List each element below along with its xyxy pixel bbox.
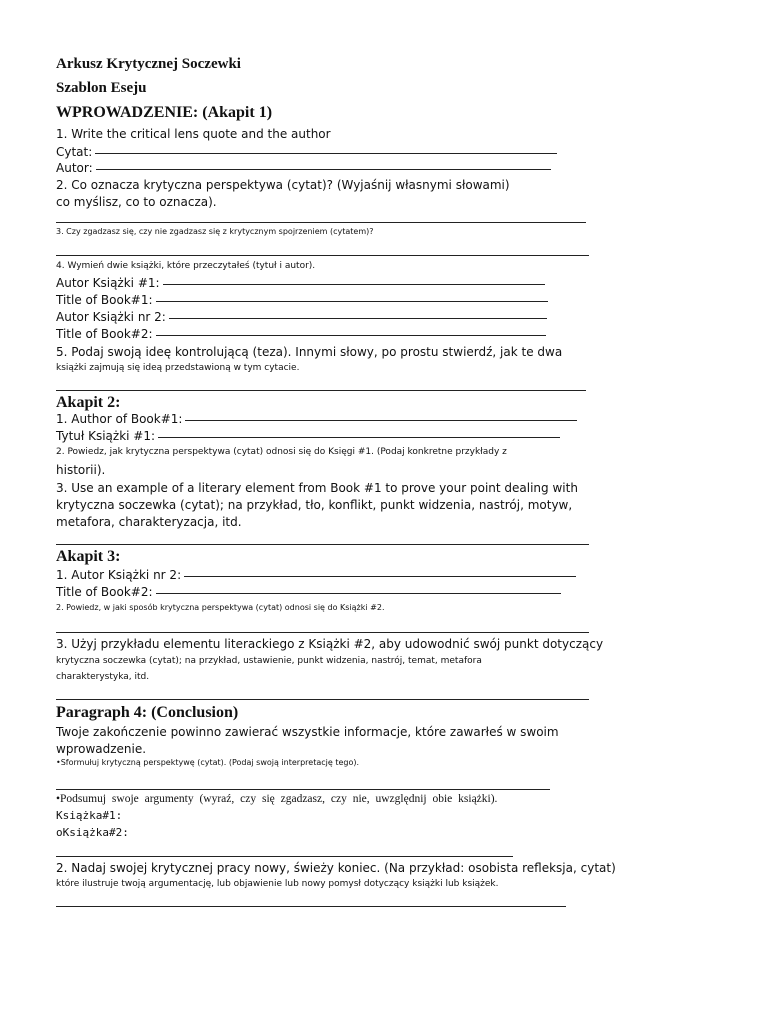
p2-q3-line3: metafora, charakteryzacja, itd.: [56, 515, 242, 529]
autor-blank[interactable]: [96, 169, 551, 170]
worksheet-title: Arkusz Krytycznej Soczewki: [56, 56, 241, 72]
intro-q5-answer-line[interactable]: [56, 390, 586, 391]
p4-book2-answer-line[interactable]: [56, 856, 513, 857]
p2-q2-line1: 2. Powiedz, jak krytyczna perspektywa (cytat) odnosi się do Księgi #1. (Podaj konkretne przykłady z: [56, 447, 507, 457]
intro-q4: 4. Wymień dwie książki, które przeczytałeś (tytuł i autor).: [56, 261, 316, 271]
p2-q3-line2: krytyczna soczewka (cytat); na przykład, tło, konflikt, punkt widzenia, nastrój, motyw,: [56, 498, 573, 512]
p3-q2: 2. Powiedz, w jaki sposób krytyczna perspektywa (cytat) odnosi się do Książki #2.: [56, 603, 385, 612]
p2-title-blank[interactable]: [158, 437, 560, 438]
p3-title-blank[interactable]: [156, 593, 561, 594]
p4-book1: Książka#1:: [56, 809, 123, 822]
p3-title-label: Title of Book#2:: [56, 585, 153, 599]
intro-q5-line1: 5. Podaj swoją ideę kontrolującą (teza). Innymi słowy, po prostu stwierdź, jak te dwa: [56, 345, 563, 359]
p2-title-label: Tytuł Książki #1:: [56, 429, 156, 443]
title2-blank[interactable]: [156, 335, 546, 336]
author1-blank[interactable]: [163, 284, 545, 285]
p2-author-field[interactable]: [56, 412, 577, 426]
p3-q3-line3: charakterystyka, itd.: [56, 672, 150, 682]
author2-field[interactable]: [56, 310, 547, 324]
p4-intro-line2: wprowadzenie.: [56, 742, 147, 756]
p3-q2-answer-line[interactable]: [56, 632, 589, 633]
title1-label: Title of Book#1:: [56, 293, 153, 307]
intro-q1: 1. Write the critical lens quote and the author: [56, 127, 331, 141]
p2-q3-line1: 3. Use an example of a literary element from Book #1 to prove your point dealing with: [56, 481, 578, 495]
p4-heading: Paragraph 4: (Conclusion): [56, 704, 239, 721]
p3-author-blank[interactable]: [184, 576, 576, 577]
p2-author-label: 1. Author of Book#1:: [56, 412, 183, 426]
title1-blank[interactable]: [156, 301, 548, 302]
autor-field[interactable]: [56, 161, 551, 175]
p4-q2-line1: 2. Nadaj swojej krytycznej pracy nowy, świeży koniec. (Na przykład: osobista refleksja, cytat): [56, 861, 616, 875]
title2-field[interactable]: [56, 327, 546, 341]
cytat-field[interactable]: [56, 145, 557, 159]
author2-label: Autor Książki nr 2:: [56, 310, 166, 324]
p3-q3-line2: krytyczna soczewka (cytat); na przykład, ustawienie, punkt widzenia, nastrój, temat, metafora: [56, 656, 482, 666]
p4-intro-line1: Twoje zakończenie powinno zawierać wszystkie informacje, które zawarłeś w swoim: [56, 725, 559, 739]
p3-heading: Akapit 3:: [56, 548, 121, 565]
intro-q2-line2: co myślisz, co to oznacza).: [56, 195, 217, 209]
p2-heading: Akapit 2:: [56, 394, 121, 411]
intro-q3-answer-line[interactable]: [56, 255, 589, 256]
p3-author-label: 1. Autor Książki nr 2:: [56, 568, 182, 582]
intro-q5-line2: książki zajmują się ideą przedstawioną w tym cytacie.: [56, 363, 300, 373]
p3-title-field[interactable]: [56, 585, 561, 599]
p4-q2-line2: które ilustruje twoją argumentację, lub objawienie lub nowy pomysł dotyczący książki lub książek.: [56, 879, 499, 889]
author1-field[interactable]: [56, 276, 545, 290]
p4-bullet1: •Sformułuj krytyczną perspektywę (cytat). (Podaj swoją interpretację tego).: [56, 758, 360, 767]
p4-bullet2: •Podsumuj swoje argumenty (wyraź, czy się zgadzasz, czy nie, uwzględnij obie książki).: [56, 793, 498, 805]
p4-q2-answer-line[interactable]: [56, 906, 566, 907]
p4-bullet1-answer-line[interactable]: [56, 789, 550, 790]
cytat-blank[interactable]: [95, 153, 557, 154]
p4-book2: oKsiążka#2:: [56, 826, 129, 839]
p3-q3-answer-line[interactable]: [56, 699, 589, 700]
autor-label: Autor:: [56, 161, 93, 175]
p2-q3-answer-line[interactable]: [56, 544, 589, 545]
author2-blank[interactable]: [169, 318, 547, 319]
worksheet-subtitle: Szablon Eseju: [56, 80, 147, 96]
intro-q3: 3. Czy zgadzasz się, czy nie zgadzasz się z krytycznym spojrzeniem (cytatem)?: [56, 227, 374, 236]
intro-q2-line1: 2. Co oznacza krytyczna perspektywa (cytat)? (Wyjaśnij własnymi słowami): [56, 178, 510, 192]
p3-q3-line1: 3. Użyj przykładu elementu literackiego z Książki #2, aby udowodnić swój punkt dotyczący: [56, 637, 604, 651]
cytat-label: Cytat:: [56, 145, 93, 159]
author1-label: Autor Książki #1:: [56, 276, 160, 290]
p3-author-field[interactable]: [56, 568, 576, 582]
title2-label: Title of Book#2:: [56, 327, 153, 341]
intro-q2-answer-line[interactable]: [56, 222, 586, 223]
p2-author-blank[interactable]: [185, 420, 577, 421]
title1-field[interactable]: [56, 293, 548, 307]
p2-title-field[interactable]: [56, 429, 560, 443]
intro-heading: WPROWADZENIE: (Akapit 1): [56, 104, 273, 121]
p2-q2-line2: historii).: [56, 463, 106, 477]
